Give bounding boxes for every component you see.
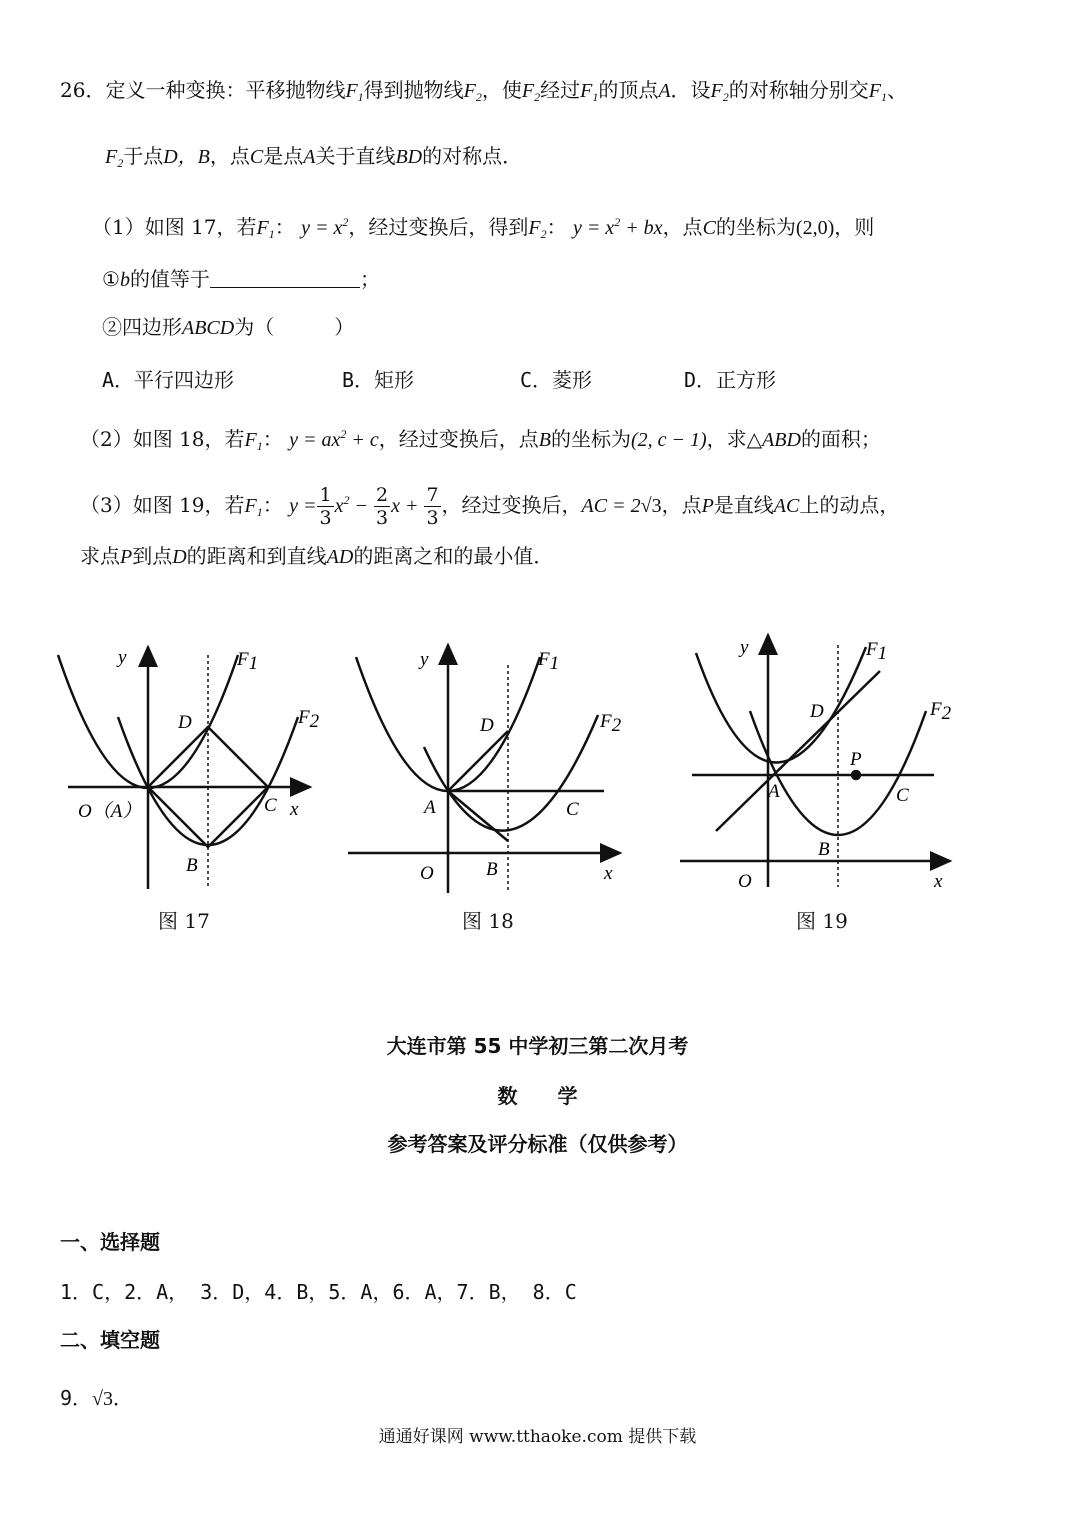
fig17-label-origin: O（A）: [78, 801, 142, 822]
fig19-label-origin: O: [738, 871, 752, 892]
fig17-label-f1: F1: [237, 649, 259, 674]
fig18-label-x: x: [604, 863, 613, 884]
problem-intro-line1: 26．定义一种变换：平移抛物线$F_1$得到抛物线$F_2$，使$F_2$经过$F_1$的顶点A．设$F_2$的对称轴分别交$F_1$、: [60, 78, 907, 104]
section-fill-blank: 二、填空题: [60, 1328, 160, 1352]
fig18-label-f1: F1: [538, 649, 560, 674]
fig18-segment-ad: [448, 731, 508, 791]
figure-17: [58, 647, 310, 889]
fig19-label-c: C: [896, 785, 909, 806]
question-1-part-1: ①b的值等于 ；: [102, 267, 380, 291]
fraction-1-3: $\frac{1}{3}$: [319, 484, 332, 529]
fig18-label-y: y: [420, 649, 429, 670]
answer-key-title: 大连市第 55 中学初三第二次月考: [386, 1034, 689, 1058]
fig19-label-y: y: [740, 637, 749, 658]
fig18-label-b: B: [486, 859, 498, 880]
fig19-label-p: P: [850, 749, 862, 770]
answer-blank[interactable]: [210, 267, 360, 288]
figure-19: [680, 635, 950, 887]
choice-b: B．矩形: [342, 368, 415, 392]
footer-credit: 通通好课网 www.tthaoke.com 提供下载: [378, 1427, 697, 1447]
fig17-label-c: C: [264, 795, 277, 816]
fig17-label-d: D: [178, 712, 192, 733]
fig19-label-f2: F2: [930, 699, 952, 724]
section-multiple-choice: 一、选择题: [60, 1230, 160, 1254]
fig19-label-b: B: [818, 839, 830, 860]
figure-18: [348, 645, 620, 893]
fig18-segment-ab: [448, 791, 508, 841]
fig18-caption: 图 18: [462, 909, 514, 933]
fill-blank-answer-9: 9．√3．: [60, 1386, 134, 1410]
fig18-label-f2: F2: [600, 711, 622, 736]
fig19-label-d: D: [810, 701, 824, 722]
answer-key-subject: 数 学: [497, 1084, 578, 1108]
fig17-caption: 图 17: [158, 909, 210, 933]
fig19-parabola-f1: [696, 647, 866, 763]
question-1: （1）如图 17，若$F_1$： $y = x^2$，经过变换后，得到$F_2$： $y = x^2$ + bx，点C的坐标为(2,0)，则: [92, 215, 875, 241]
multiple-choice-answers: 1．C，2．A， 3．D，4．B，5．A，6．A，7．B， 8．C: [60, 1280, 577, 1304]
fig19-label-f1: F1: [866, 639, 888, 664]
fig18-label-d: D: [480, 715, 494, 736]
answer-key-subtitle: 参考答案及评分标准（仅供参考）: [387, 1132, 688, 1156]
fig18-label-c: C: [566, 799, 579, 820]
problem-intro-line2: $F_2$于点D，B，点C是点A关于直线BD的对称点．: [105, 144, 523, 170]
question-1-part-2: ②四边形ABCD为（ ）: [102, 315, 355, 339]
fig17-label-y: y: [118, 647, 127, 668]
question-2: （2）如图 18，若$F_1$： $y = ax^2 + c$，经过变换后，点B的坐标为(2, c − 1)，求△ABD的面积；: [80, 427, 881, 453]
choice-d: D．正方形: [684, 368, 777, 392]
fig19-point-p: [852, 771, 860, 779]
choice-c: C．菱形: [520, 368, 593, 392]
question-3: （3）如图 19，若$F_1$： y = $\frac{1}{3}$ $x^2$ − $\frac{2}{3}$ x + $\frac{7}{3}$ ，经过变换后，AC = 2√3，点P是直线AC上的动点，: [80, 484, 900, 529]
fig17-label-b: B: [186, 855, 198, 876]
choice-a: A．平行四边形: [102, 368, 235, 392]
fig19-label-a: A: [768, 781, 780, 802]
fraction-7-3: $\frac{7}{3}$: [426, 484, 439, 529]
fig18-label-a: A: [424, 797, 436, 818]
fraction-2-3: $\frac{2}{3}$: [375, 484, 389, 529]
fig19-caption: 图 19: [796, 909, 848, 933]
fig17-label-f2: F2: [298, 707, 320, 732]
fig17-label-x: x: [290, 799, 299, 820]
question-3-line-2: 求点P到点D的距离和到直线AD的距离之和的最小值．: [80, 544, 554, 568]
fig18-label-origin: O: [420, 863, 434, 884]
fig19-label-x: x: [934, 871, 943, 892]
figures-panel: [0, 625, 1075, 915]
